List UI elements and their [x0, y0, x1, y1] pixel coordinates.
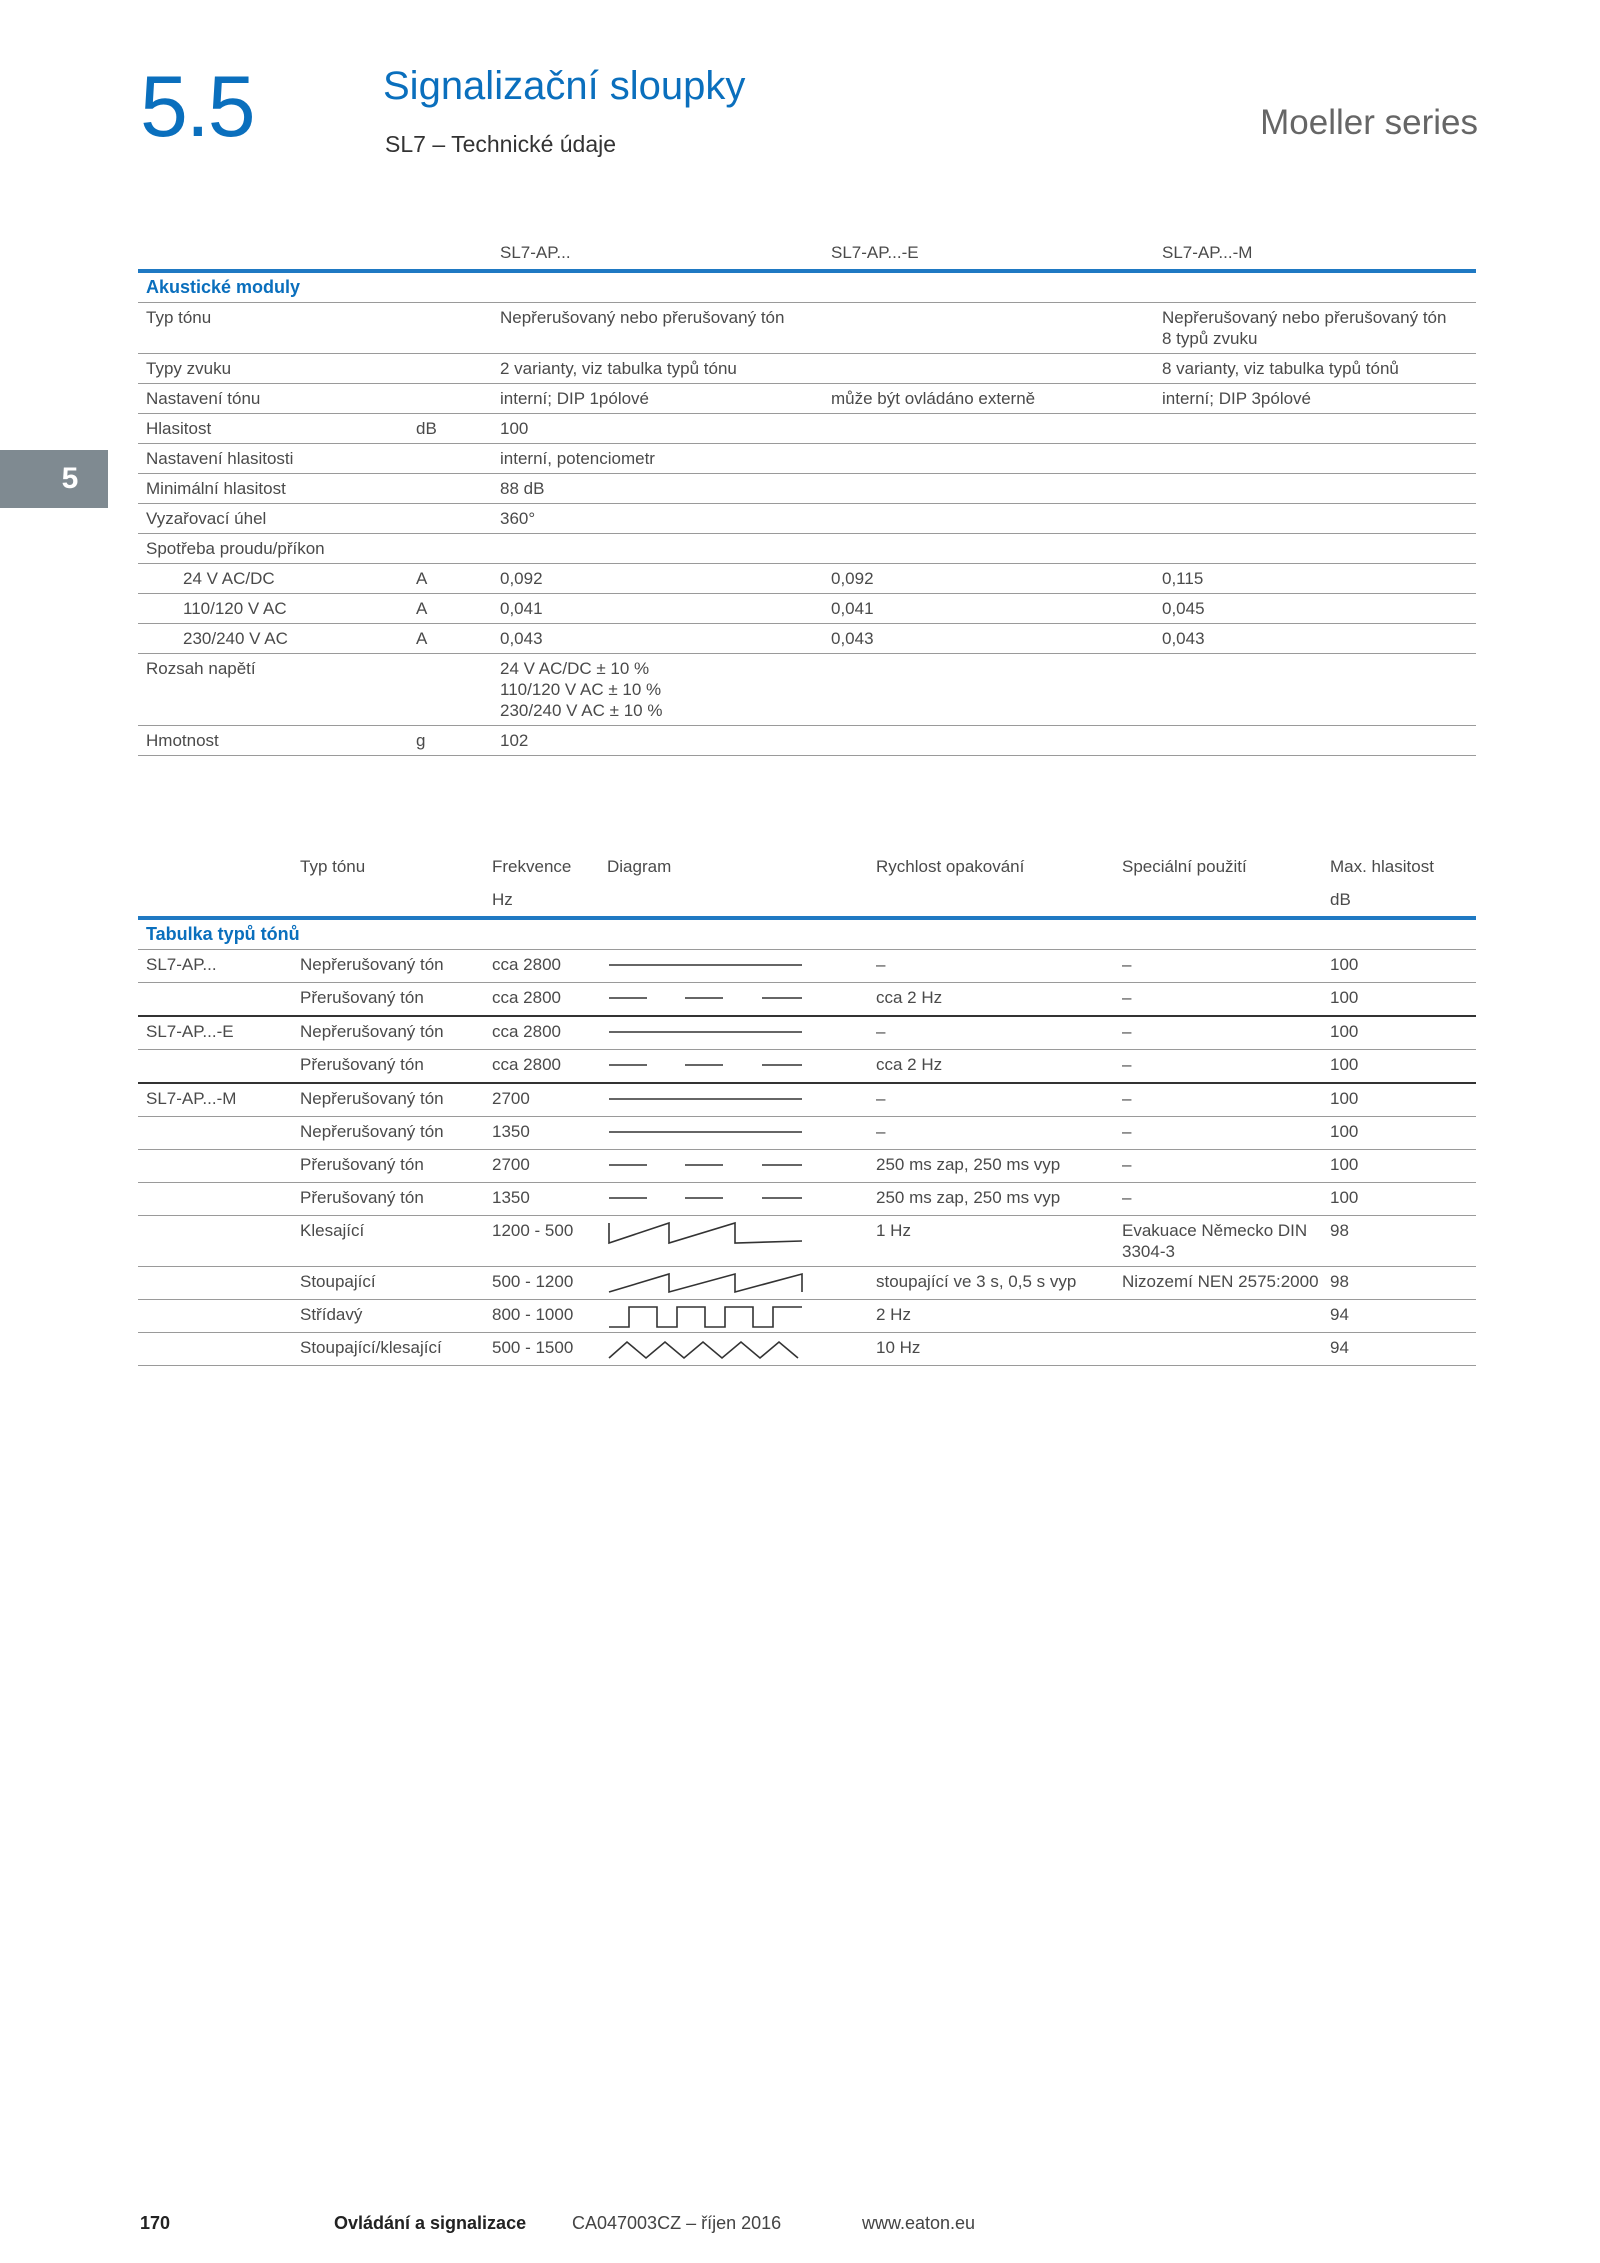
- spec-value-ap-e: [823, 504, 1154, 534]
- unit-freq: Hz: [492, 890, 513, 909]
- col-header-ap-e: SL7-AP...-E: [831, 243, 919, 262]
- tone-row: [138, 1267, 1476, 1300]
- hdr-special: Speciální použití: [1122, 857, 1247, 876]
- tone-type: Stoupající/klesající: [292, 1333, 484, 1366]
- tone-frequency: cca 2800: [484, 1050, 599, 1084]
- spec-value-ap-m: [1154, 474, 1476, 504]
- spec-unit: [408, 444, 492, 474]
- spec-unit: [408, 504, 492, 534]
- tone-rate: 250 ms zap, 250 ms vyp: [868, 1150, 1114, 1183]
- spec-value-ap: 100: [492, 414, 823, 444]
- tone-frequency: cca 2800: [484, 1016, 599, 1050]
- tone-rate: cca 2 Hz: [868, 1050, 1114, 1084]
- spec-unit: A: [408, 624, 492, 654]
- spec-value-ap-e: 0,092: [823, 564, 1154, 594]
- hdr-freq: Frekvence: [492, 857, 572, 876]
- spec-value-ap: interní; DIP 1pólové: [492, 384, 823, 414]
- tone-diagram-continuous: [607, 1087, 807, 1113]
- tone-rate: –: [868, 1083, 1114, 1117]
- page-subtitle: SL7 – Technické údaje: [385, 131, 617, 157]
- tone-max-volume: 100: [1322, 1117, 1476, 1150]
- spec-value-ap-m: [1154, 654, 1476, 726]
- spec-value-ap-e: [823, 444, 1154, 474]
- tone-special: –: [1114, 1050, 1322, 1084]
- tone-special: Evakuace Německo DIN 3304-3: [1114, 1216, 1322, 1267]
- spec-unit: [408, 654, 492, 726]
- spec-unit: [408, 354, 492, 384]
- tone-frequency: 800 - 1000: [484, 1300, 599, 1333]
- spec-value-ap-e: [823, 414, 1154, 444]
- specs-table: [138, 236, 1476, 756]
- tone-max-volume: 98: [1322, 1267, 1476, 1300]
- spec-unit: A: [408, 594, 492, 624]
- spec-value-ap: Nepřerušovaný nebo přerušovaný tón: [492, 303, 823, 354]
- spec-value-ap-e: 0,041: [823, 594, 1154, 624]
- tone-diagram-cell: [599, 1083, 868, 1117]
- tone-diagram-rising: [607, 1270, 807, 1296]
- spec-unit: A: [408, 564, 492, 594]
- spec-row: [138, 594, 1476, 624]
- spec-row: [138, 726, 1476, 756]
- spec-value-ap-m: [1154, 534, 1476, 564]
- hdr-diagram: Diagram: [607, 857, 672, 876]
- spec-unit: [408, 534, 492, 564]
- section-title: Akustické moduly: [138, 271, 1476, 303]
- tone-section-row: [138, 918, 1476, 950]
- tone-group: [138, 1267, 292, 1300]
- tone-frequency: cca 2800: [484, 983, 599, 1017]
- spec-value-ap: 0,043: [492, 624, 823, 654]
- unit-max: dB: [1330, 890, 1351, 909]
- tone-type: Přerušovaný tón: [292, 1183, 484, 1216]
- specs-header-row: [138, 236, 1476, 269]
- tone-special: –: [1114, 1083, 1322, 1117]
- spec-row: [138, 564, 1476, 594]
- tone-special: [1114, 1300, 1322, 1333]
- spec-value-ap: 2 varianty, viz tabulka typů tónu: [492, 354, 823, 384]
- spec-unit: g: [408, 726, 492, 756]
- spec-value-ap-e: 0,043: [823, 624, 1154, 654]
- spec-value-ap-e: [823, 354, 1154, 384]
- spec-value-ap-e: [823, 474, 1154, 504]
- tone-rate: 250 ms zap, 250 ms vyp: [868, 1183, 1114, 1216]
- spec-value-ap-e: [823, 654, 1154, 726]
- tone-max-volume: 94: [1322, 1300, 1476, 1333]
- tone-group: SL7-AP...: [138, 950, 292, 983]
- tone-group: [138, 1050, 292, 1084]
- tone-row: [138, 950, 1476, 983]
- tone-max-volume: 100: [1322, 1050, 1476, 1084]
- spec-label: Vyzařovací úhel: [138, 504, 408, 534]
- hdr-rate: Rychlost opakování: [876, 857, 1025, 876]
- spec-value-ap-m: 0,043: [1154, 624, 1476, 654]
- spec-value-ap: 0,092: [492, 564, 823, 594]
- tone-diagram-line: [609, 1274, 802, 1292]
- tone-diagram-cell: [599, 1016, 868, 1050]
- tone-row: [138, 1016, 1476, 1050]
- tone-diagram-line: [609, 1223, 802, 1243]
- tone-type: Nepřerušovaný tón: [292, 1016, 484, 1050]
- spec-row: [138, 414, 1476, 444]
- tone-special: –: [1114, 983, 1322, 1017]
- spec-label: 230/240 V AC: [138, 624, 408, 654]
- tone-group: [138, 1333, 292, 1366]
- tone-max-volume: 98: [1322, 1216, 1476, 1267]
- tone-row: [138, 983, 1476, 1017]
- tone-diagram-rising-falling: [607, 1336, 807, 1362]
- tone-frequency: 500 - 1200: [484, 1267, 599, 1300]
- tone-diagram-interrupted: [607, 1186, 807, 1212]
- tone-special: [1114, 1333, 1322, 1366]
- spec-value-ap-m: [1154, 444, 1476, 474]
- col-header-ap: SL7-AP...: [500, 243, 571, 262]
- tone-special: –: [1114, 950, 1322, 983]
- spec-value-ap: [492, 534, 823, 564]
- tone-row: [138, 1300, 1476, 1333]
- spec-row: [138, 624, 1476, 654]
- spec-unit: [408, 474, 492, 504]
- tone-type: Střídavý: [292, 1300, 484, 1333]
- tone-max-volume: 94: [1322, 1333, 1476, 1366]
- tone-special: Nizozemí NEN 2575:2000: [1114, 1267, 1322, 1300]
- spec-label: Minimální hlasitost: [138, 474, 408, 504]
- spec-label: Nastavení hlasitosti: [138, 444, 408, 474]
- tone-type: Klesající: [292, 1216, 484, 1267]
- tone-diagram-cell: [599, 1150, 868, 1183]
- tone-diagram-cell: [599, 950, 868, 983]
- tone-group: SL7-AP...-E: [138, 1016, 292, 1050]
- spec-value-ap-m: 8 varianty, viz tabulka typů tónů: [1154, 354, 1476, 384]
- spec-value-ap-m: [1154, 726, 1476, 756]
- tone-type: Nepřerušovaný tón: [292, 1117, 484, 1150]
- tone-frequency: cca 2800: [484, 950, 599, 983]
- spec-label: 24 V AC/DC: [138, 564, 408, 594]
- tone-group: [138, 1300, 292, 1333]
- tone-table: [138, 850, 1476, 1366]
- chapter-tab-label: 5: [61, 462, 79, 495]
- tone-special: –: [1114, 1016, 1322, 1050]
- tone-diagram-falling: [607, 1219, 807, 1245]
- footer-doc-id: CA047003CZ – říjen 2016: [572, 2213, 782, 2233]
- tone-rate: –: [868, 1117, 1114, 1150]
- spec-row: [138, 474, 1476, 504]
- spec-row: [138, 444, 1476, 474]
- spec-label: Typ tónu: [138, 303, 408, 354]
- hdr-type: Typ tónu: [300, 857, 366, 876]
- tone-type: Přerušovaný tón: [292, 1150, 484, 1183]
- tone-max-volume: 100: [1322, 983, 1476, 1017]
- tone-diagram-continuous: [607, 1020, 807, 1046]
- tone-frequency: 500 - 1500: [484, 1333, 599, 1366]
- tone-group: [138, 983, 292, 1017]
- footer-url: www.eaton.eu: [862, 2213, 976, 2233]
- col-header-ap-m: SL7-AP...-M: [1162, 243, 1253, 262]
- tone-diagram-cell: [599, 1216, 868, 1267]
- tone-special: –: [1114, 1183, 1322, 1216]
- spec-value-ap-m: interní; DIP 3pólové: [1154, 384, 1476, 414]
- tone-header-row: [138, 850, 1476, 883]
- spec-unit: dB: [408, 414, 492, 444]
- spec-row: [138, 303, 1476, 354]
- spec-value-ap: 0,041: [492, 594, 823, 624]
- tone-row: [138, 1183, 1476, 1216]
- tone-diagram-cell: [599, 1183, 868, 1216]
- tone-diagram-line: [609, 1342, 798, 1358]
- tone-group: [138, 1117, 292, 1150]
- footer-title: Ovládání a signalizace: [334, 2213, 527, 2233]
- spec-label: 110/120 V AC: [138, 594, 408, 624]
- tone-frequency: 1200 - 500: [484, 1216, 599, 1267]
- tone-rate: 2 Hz: [868, 1300, 1114, 1333]
- tone-diagram-alternating: [607, 1303, 807, 1329]
- tone-diagram-cell: [599, 1300, 868, 1333]
- tone-max-volume: 100: [1322, 950, 1476, 983]
- spec-label: Spotřeba proudu/příkon: [138, 534, 408, 564]
- spec-value-ap-e: [823, 726, 1154, 756]
- tone-diagram-interrupted: [607, 986, 807, 1012]
- spec-value-ap: 102: [492, 726, 823, 756]
- spec-label: Hlasitost: [138, 414, 408, 444]
- spec-label: Rozsah napětí: [138, 654, 408, 726]
- tone-rate: –: [868, 950, 1114, 983]
- tone-max-volume: 100: [1322, 1150, 1476, 1183]
- tone-rate: 10 Hz: [868, 1333, 1114, 1366]
- spec-row: [138, 504, 1476, 534]
- spec-row: [138, 384, 1476, 414]
- spec-row: [138, 654, 1476, 726]
- spec-row: [138, 354, 1476, 384]
- page-title: Signalizační sloupky: [383, 64, 746, 108]
- tone-diagram-line: [609, 1307, 802, 1327]
- tone-group: [138, 1150, 292, 1183]
- tone-max-volume: 100: [1322, 1083, 1476, 1117]
- hdr-max: Max. hlasitost: [1330, 857, 1434, 876]
- tone-row: [138, 1117, 1476, 1150]
- tone-diagram-interrupted: [607, 1053, 807, 1079]
- tone-special: –: [1114, 1117, 1322, 1150]
- tone-type: Stoupající: [292, 1267, 484, 1300]
- tone-type: Nepřerušovaný tón: [292, 1083, 484, 1117]
- tone-section-title: Tabulka typů tónů: [138, 918, 1476, 950]
- tone-frequency: 2700: [484, 1150, 599, 1183]
- spec-row: [138, 534, 1476, 564]
- tone-units-row: [138, 883, 1476, 916]
- tone-rate: –: [868, 1016, 1114, 1050]
- tone-max-volume: 100: [1322, 1183, 1476, 1216]
- spec-value-ap-e: [823, 303, 1154, 354]
- spec-value-ap: 88 dB: [492, 474, 823, 504]
- spec-unit: [408, 384, 492, 414]
- tone-row: [138, 1050, 1476, 1084]
- spec-value-ap-m: 0,045: [1154, 594, 1476, 624]
- tone-diagram-cell: [599, 1117, 868, 1150]
- spec-value-ap: 24 V AC/DC ± 10 % 110/120 V AC ± 10 % 230/240 V AC ± 10 %: [492, 654, 823, 726]
- spec-unit: [408, 303, 492, 354]
- tone-frequency: 2700: [484, 1083, 599, 1117]
- tone-diagram-interrupted: [607, 1153, 807, 1179]
- tone-special: –: [1114, 1150, 1322, 1183]
- tone-rate: cca 2 Hz: [868, 983, 1114, 1017]
- section-number: 5.5: [140, 59, 254, 155]
- tone-diagram-continuous: [607, 953, 807, 979]
- tone-row: [138, 1083, 1476, 1117]
- tone-group: SL7-AP...-M: [138, 1083, 292, 1117]
- spec-value-ap-m: Nepřerušovaný nebo přerušovaný tón 8 typů zvuku: [1154, 303, 1476, 354]
- spec-label: Nastavení tónu: [138, 384, 408, 414]
- tone-type: Přerušovaný tón: [292, 1050, 484, 1084]
- tone-diagram-cell: [599, 1333, 868, 1366]
- tone-row: [138, 1216, 1476, 1267]
- chapter-tab: [0, 450, 108, 508]
- section-row: [138, 271, 1476, 303]
- spec-value-ap-m: 0,115: [1154, 564, 1476, 594]
- spec-value-ap: interní, potenciometr: [492, 444, 823, 474]
- tone-diagram-continuous: [607, 1120, 807, 1146]
- series-name: Moeller series: [1260, 103, 1478, 142]
- spec-value-ap-m: [1154, 504, 1476, 534]
- spec-value-ap-e: [823, 534, 1154, 564]
- tone-frequency: 1350: [484, 1183, 599, 1216]
- tone-group: [138, 1216, 292, 1267]
- spec-value-ap-e: může být ovládáno externě: [823, 384, 1154, 414]
- tone-group: [138, 1183, 292, 1216]
- tone-type: Nepřerušovaný tón: [292, 950, 484, 983]
- tone-frequency: 1350: [484, 1117, 599, 1150]
- spec-value-ap: 360°: [492, 504, 823, 534]
- spec-value-ap-m: [1154, 414, 1476, 444]
- tone-rate: 1 Hz: [868, 1216, 1114, 1267]
- tone-max-volume: 100: [1322, 1016, 1476, 1050]
- tone-diagram-cell: [599, 983, 868, 1017]
- page-number: 170: [140, 2213, 171, 2233]
- tone-row: [138, 1333, 1476, 1366]
- tone-rate: stoupající ve 3 s, 0,5 s vyp: [868, 1267, 1114, 1300]
- tone-row: [138, 1150, 1476, 1183]
- tone-diagram-cell: [599, 1267, 868, 1300]
- tone-diagram-cell: [599, 1050, 868, 1084]
- spec-label: Typy zvuku: [138, 354, 408, 384]
- spec-label: Hmotnost: [138, 726, 408, 756]
- tone-type: Přerušovaný tón: [292, 983, 484, 1017]
